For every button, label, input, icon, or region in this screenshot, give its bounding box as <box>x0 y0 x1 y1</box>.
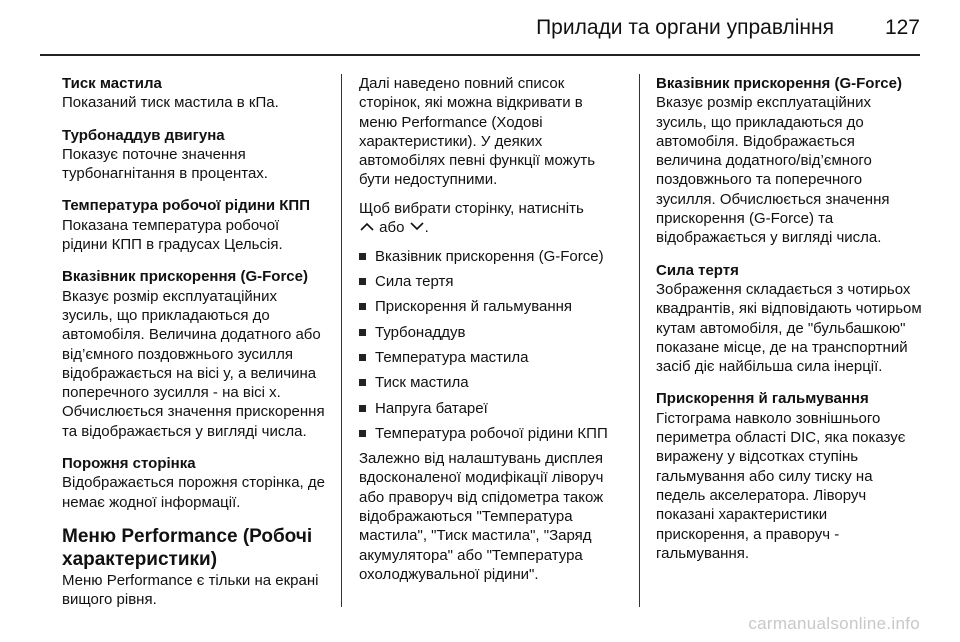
section-performance-menu <box>62 525 326 610</box>
section-title: Вказівник прискорення (G-Force) <box>62 268 308 286</box>
bullet-icon <box>359 354 366 361</box>
list-item: Тиск мастила <box>359 373 625 392</box>
section-body: Вказує розмір експлуатаційних зусиль, що прикладаються до автомобіля. Величина додатного або від’ємного поздовжнього зусилля відображається на вісі y, а величина поперечного зусилля - на вісі x. Обчислюється значення прискорення та відображається у вигляді числа. <box>62 287 325 440</box>
bullet-icon <box>359 278 366 285</box>
column-divider-1 <box>341 74 342 607</box>
column-2 <box>359 74 625 593</box>
section-body: Показує поточне значення турбонагнітання в процентах. <box>62 145 268 183</box>
section-body: Зображення складається з чотирьох квадрантів, які відповідають чотирьом кутам автомобіля, де "бульбашкою" показане місце, де на транспортний засіб діє найбільша сила інерції. <box>656 280 922 376</box>
list-item: Вказівник прискорення (G-Force) <box>359 247 625 266</box>
section-body: Відображається порожня сторінка, де немає жодної інформації. <box>62 474 325 511</box>
list-item: Сила тертя <box>359 272 625 291</box>
column-divider-2 <box>639 74 640 607</box>
section-transmission-temp <box>62 196 326 254</box>
bullet-icon <box>359 303 366 310</box>
column-3 <box>656 74 924 576</box>
section-accel-braking <box>656 389 924 563</box>
column-1 <box>62 74 326 623</box>
select-suffix: . <box>424 219 429 237</box>
section-title: Тиск мастила <box>62 75 162 92</box>
section-body: Показана температура робочої рідини КПП в градусах Цельсія. <box>62 216 283 254</box>
chevron-down-icon <box>409 218 425 237</box>
list-item: Напруга батареї <box>359 399 625 418</box>
page-list <box>359 247 625 443</box>
watermark: carmanualsonline.info <box>748 614 920 633</box>
select-prefix: Щоб вибрати сторінку, натисніть <box>359 199 584 217</box>
section-body: Меню Performance є тільки на екрані вищого рівня. <box>62 571 319 609</box>
section-body: Вказує розмір експлуатаційних зусиль, що прикладаються до автомобіля. Відображається величина додатного/від’ємного поздовжнього та поперечного зусилля. Обчислюється значення прискорення (G-Force) та відображається у вигляді числа. <box>656 94 890 247</box>
outro-paragraph: Залежно від налаштувань дисплея вдосконаленої модифікації ліворуч або праворуч від спідометра також відображаються "Температура мастила", "Тиск мастила", "Заряд акумулятора" або "Температура охолоджувальної рідини". <box>359 450 604 583</box>
section-title: Турбонаддув двигуна <box>62 126 225 144</box>
section-heading: Меню Performance (Робочі характеристики) <box>62 525 313 570</box>
section-oil-pressure <box>62 74 326 113</box>
section-blank-page <box>62 454 326 512</box>
list-item: Прискорення й гальмування <box>359 297 625 316</box>
bullet-icon <box>359 329 366 336</box>
list-item: Температура мастила <box>359 348 625 367</box>
page-header <box>0 0 960 54</box>
section-title: Вказівник прискорення (G-Force) <box>656 75 902 92</box>
section-title: Прискорення й гальмування <box>656 390 869 408</box>
section-g-force <box>62 267 326 441</box>
select-instruction <box>359 199 625 238</box>
header-title: Прилади та органи управління <box>536 16 834 39</box>
chevron-up-icon <box>359 218 375 237</box>
select-or: або <box>379 219 405 237</box>
section-body: Показаний тиск мастила в кПа. <box>62 94 279 112</box>
list-item: Турбонаддув <box>359 323 625 342</box>
list-item: Температура робочої рідини КПП <box>359 424 625 443</box>
header-rule <box>40 54 920 56</box>
bullet-icon <box>359 430 366 437</box>
section-title: Сила тертя <box>656 261 739 279</box>
intro-paragraph: Далі наведено повний список сторінок, які можна відкривати в меню Performance (Ходові характеристики). У деяких автомобілях певні функції можуть бути недоступними. <box>359 75 596 189</box>
section-g-force-detail <box>656 74 924 248</box>
page-number: 127 <box>884 16 920 39</box>
bullet-icon <box>359 405 366 412</box>
section-friction <box>656 261 924 377</box>
section-turbo-boost <box>62 126 326 184</box>
bullet-icon <box>359 253 366 260</box>
bullet-icon <box>359 379 366 386</box>
section-title: Температура робочої рідини КПП <box>62 197 310 215</box>
section-title: Порожня сторінка <box>62 455 196 473</box>
section-body: Гістограма навколо зовнішнього периметра області DIC, яка показує виражену у відсотках ступінь гальмування або силу тиску на педель акселератора. Ліворуч показані характеристики прискорення, а праворуч - гальмування. <box>656 409 906 562</box>
